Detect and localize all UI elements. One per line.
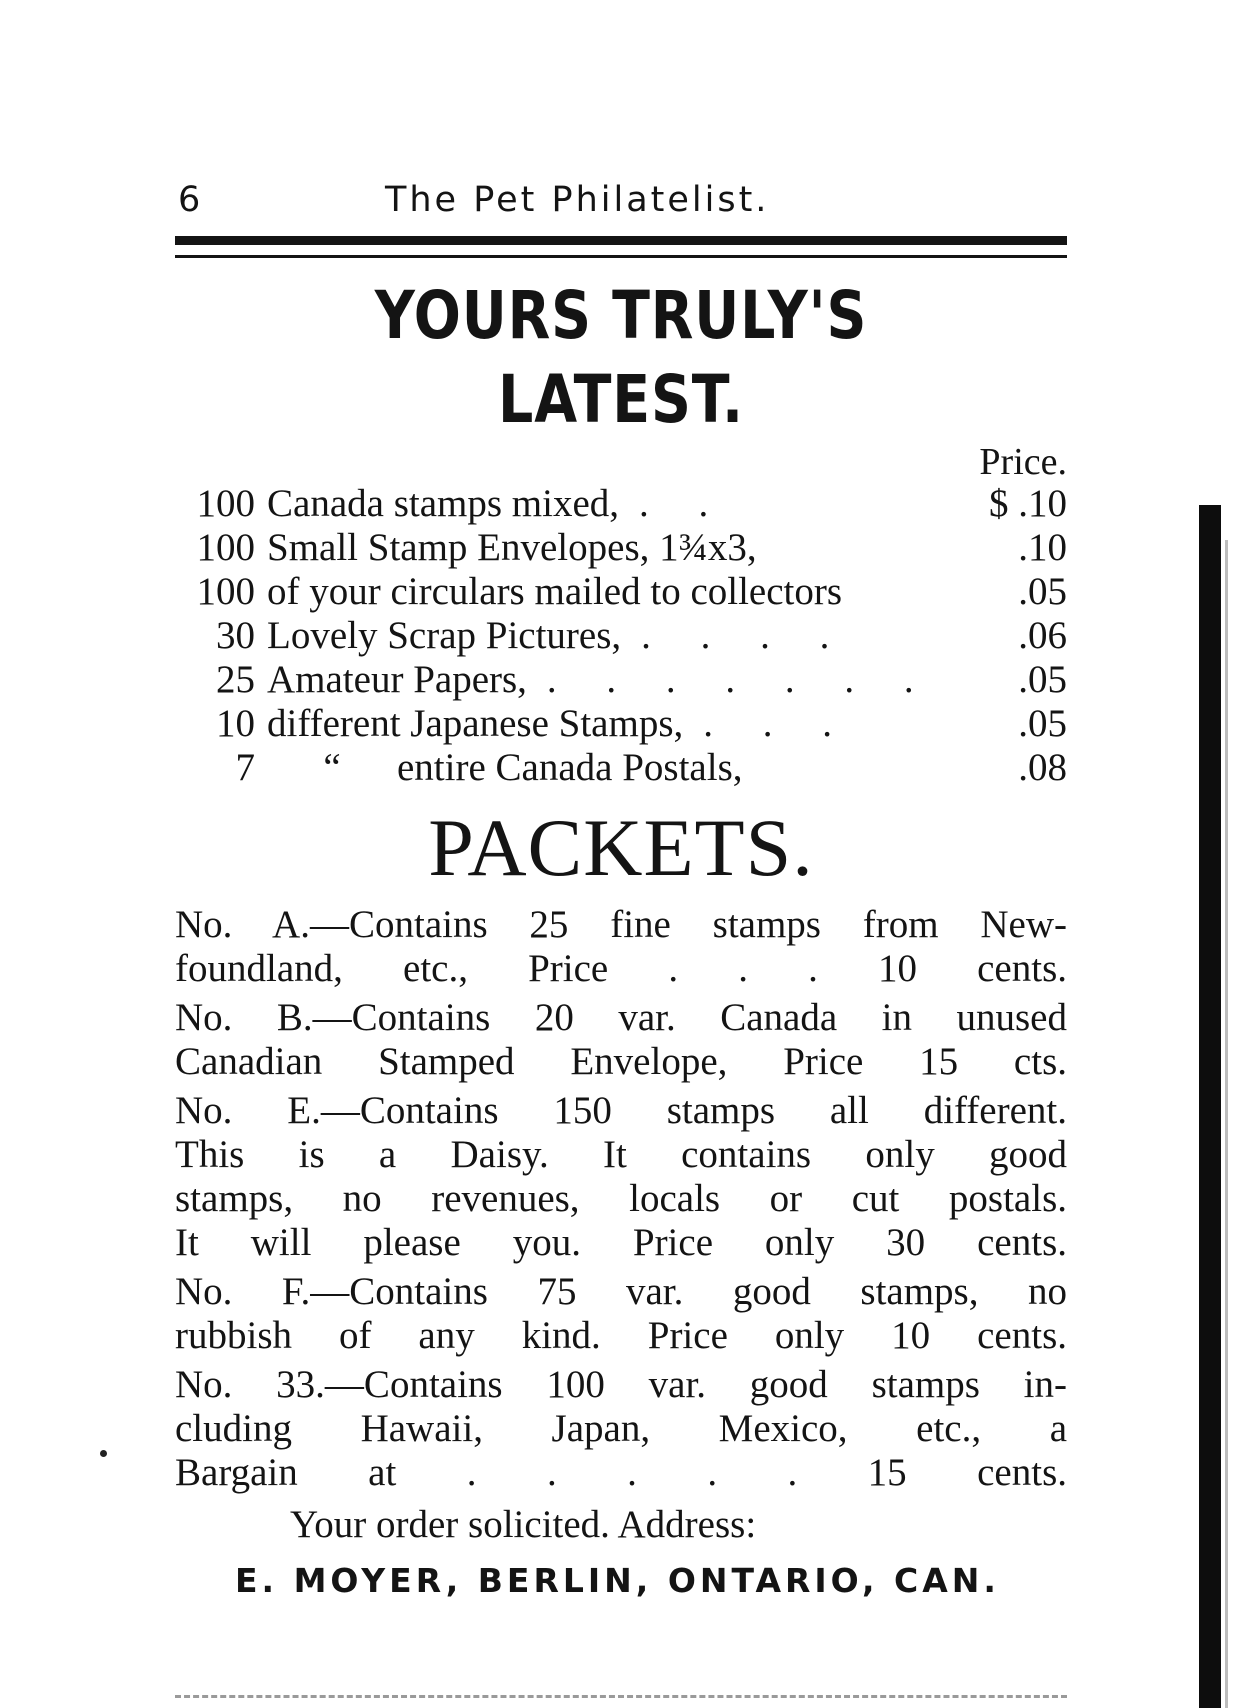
item-price: .05 xyxy=(1018,570,1067,613)
packet-entry-f xyxy=(175,1270,1067,1358)
item-price: .06 xyxy=(1018,614,1067,657)
advertisement-page xyxy=(175,172,1067,1600)
packet-line: It will please you. Price only 30 cents. xyxy=(175,1221,1067,1264)
ink-speck xyxy=(100,1450,107,1457)
item-price: .05 xyxy=(1018,658,1067,701)
leader-dots: . . . xyxy=(703,702,852,745)
item-quantity: 7 xyxy=(235,746,255,789)
packet-line: foundland, etc., Price . . . 10 cents. xyxy=(175,947,1067,990)
packet-line: cluding Hawaii, Japan, Mexico, etc., a xyxy=(175,1407,1067,1450)
price-list-item xyxy=(175,614,1067,658)
item-quantity: 25 xyxy=(216,658,255,701)
item-description: entire Canada Postals, xyxy=(397,746,743,789)
leader-dots: . . xyxy=(639,482,729,525)
packet-line: stamps, no revenues, locals or cut postals. xyxy=(175,1177,1067,1220)
item-quantity: 100 xyxy=(196,570,255,613)
item-price: $ .10 xyxy=(989,482,1067,525)
packet-entry-e xyxy=(175,1089,1067,1265)
ad-headline: YOURS TRULY'S LATEST. xyxy=(374,277,868,438)
packet-line: No. A.—Contains 25 fine stamps from New- xyxy=(175,903,1067,946)
item-description: Amateur Papers, xyxy=(267,658,527,701)
price-list-item xyxy=(175,526,1067,570)
leader-dots xyxy=(842,570,862,613)
packet-line: No. F.—Contains 75 var. good stamps, no xyxy=(175,1270,1067,1313)
packet-entry-a xyxy=(175,903,1067,991)
price-list xyxy=(175,482,1067,790)
price-list-item xyxy=(175,570,1067,614)
packet-line: This is a Daisy. It contains only good xyxy=(175,1133,1067,1176)
item-quantity: 100 xyxy=(196,482,255,525)
running-head xyxy=(175,172,1067,224)
ditto-mark: “ xyxy=(323,746,341,789)
leader-dots xyxy=(757,526,777,569)
leader-dots: . . . . . . . xyxy=(546,658,934,701)
price-list-item xyxy=(175,482,1067,526)
item-description: Lovely Scrap Pictures, xyxy=(267,614,622,657)
packet-line: Canadian Stamped Envelope, Price 15 cts. xyxy=(175,1040,1067,1083)
price-column-header: Price. xyxy=(979,441,1067,483)
packet-line: No. 33.—Contains 100 var. good stamps in- xyxy=(175,1363,1067,1406)
page-number: 6 xyxy=(178,180,204,220)
packet-entry-b xyxy=(175,996,1067,1084)
item-description: Canada stamps mixed, xyxy=(267,482,620,525)
item-price: .05 xyxy=(1018,702,1067,745)
binding-edge-shadow xyxy=(1199,505,1221,1708)
header-rule-thick xyxy=(175,236,1067,245)
item-description: of your circulars mailed to collectors xyxy=(267,570,843,613)
packet-line: No. E.—Contains 150 stamps all different. xyxy=(175,1089,1067,1132)
packet-line: Bargain at . . . . . 15 cents. xyxy=(175,1451,1067,1494)
binding-edge-line xyxy=(1225,540,1228,1708)
packet-line: No. B.—Contains 20 var. Canada in unused xyxy=(175,996,1067,1039)
journal-title: The Pet Philatelist. xyxy=(385,180,770,220)
item-quantity: 30 xyxy=(216,614,255,657)
order-solicitation: Your order solicited. Address: xyxy=(290,1503,757,1546)
seller-address: E. MOYER, BERLIN, ONTARIO, CAN. xyxy=(235,1561,1000,1600)
price-list-item xyxy=(175,746,1067,790)
price-list-item xyxy=(175,658,1067,702)
packet-entry-33 xyxy=(175,1363,1067,1495)
price-list-item xyxy=(175,702,1067,746)
item-description: different Japanese Stamps, xyxy=(267,702,684,745)
packets-heading: PACKETS. xyxy=(428,802,814,893)
item-quantity: 100 xyxy=(196,526,255,569)
leader-dots: . . . . xyxy=(641,614,850,657)
item-description: Small Stamp Envelopes, 1¾x3, xyxy=(267,526,757,569)
item-price: .10 xyxy=(1018,526,1067,569)
header-rule-thin xyxy=(175,255,1067,258)
packet-line: rubbish of any kind. Price only 10 cents. xyxy=(175,1314,1067,1357)
next-page-fragment xyxy=(175,1695,1067,1708)
item-price: .08 xyxy=(1018,746,1067,789)
item-quantity: 10 xyxy=(216,702,255,745)
